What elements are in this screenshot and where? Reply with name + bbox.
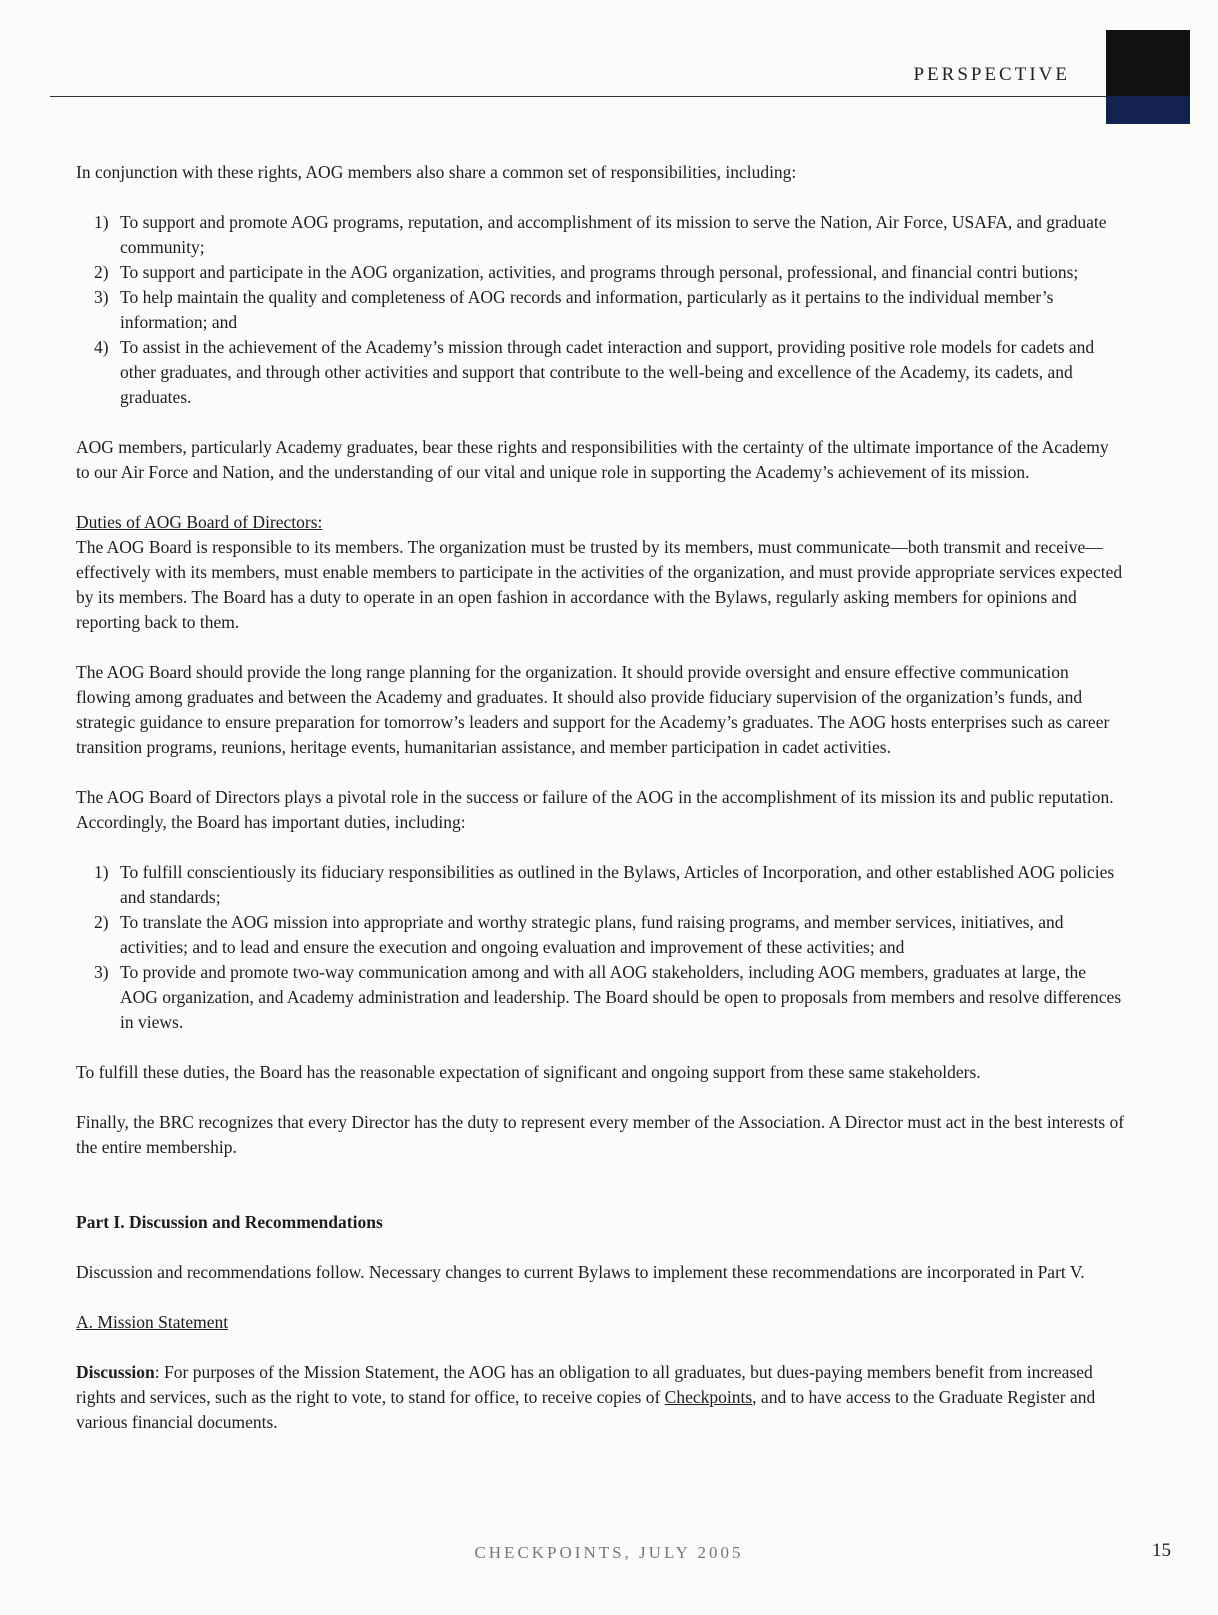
list-item-text: To support and participate in the AOG organization, activities, and programs through personal, professional, and financial contri butions; bbox=[120, 262, 1079, 282]
part-intro-paragraph: Discussion and recommendations follow. Necessary changes to current Bylaws to implement these recommendations are incorporated in Part V. bbox=[76, 1262, 1085, 1282]
discussion-paragraph bbox=[76, 1360, 1126, 1435]
list-item bbox=[76, 210, 1126, 260]
intro-paragraph: In conjunction with these rights, AOG members also share a common set of responsibilities, including: bbox=[76, 162, 797, 182]
board-duties-list bbox=[76, 860, 1126, 1035]
list-item bbox=[76, 860, 1126, 910]
list-item-text: To provide and promote two-way communication among and with all AOG stakeholders, including AOG members, graduates at large, the AOG organization, and Academy administration and leadership. The Board should be open to proposals from members and resolve differences in views. bbox=[120, 962, 1122, 1032]
list-number: 4) bbox=[94, 337, 109, 357]
list-item bbox=[76, 285, 1126, 335]
members-paragraph: AOG members, particularly Academy graduates, bear these rights and responsibilities with the certainty of the ultimate importance of the Academy to our Air Force and Nation, and the understanding of our vital and unique role in supporting the Academy’s achievement of its mission. bbox=[76, 437, 1109, 482]
list-number: 1) bbox=[94, 862, 109, 882]
section-header: PERSPECTIVE bbox=[913, 64, 1070, 85]
list-number: 3) bbox=[94, 962, 109, 982]
fulfill-paragraph: To fulfill these duties, the Board has the reasonable expectation of significant and ongoing support from these same stakeholders. bbox=[76, 1062, 981, 1082]
list-item bbox=[76, 960, 1126, 1035]
list-item-text: To translate the AOG mission into appropriate and worthy strategic plans, fund raising programs, and member services, initiatives, and activities; and to lead and ensure the execution and ongoing evaluation and improvement of these activities; and bbox=[120, 912, 1064, 957]
list-number: 1) bbox=[94, 212, 109, 232]
list-number: 2) bbox=[94, 262, 109, 282]
list-item-text: To support and promote AOG programs, reputation, and accomplishment of its mission to serve the Nation, Air Force, USAFA, and graduate community; bbox=[120, 212, 1107, 257]
list-item-text: To help maintain the quality and completeness of AOG records and information, particularly as it pertains to the individual member’s information; and bbox=[120, 287, 1054, 332]
duties-paragraph: The AOG Board is responsible to its members. The organization must be trusted by its members, must communicate—both transmit and receive—effectively with its members, must enable members to participate in the activities of the organization, and must provide appropriate services expected by its members. The Board has a duty to operate in an open fashion in accordance with the Bylaws, regularly asking members for opinions and reporting back to them. bbox=[76, 537, 1123, 632]
planning-paragraph: The AOG Board should provide the long range planning for the organization. It should provide oversight and ensure effective communication flowing among graduates and between the Academy and graduates. It should also provide fiduciary supervision of the organization’s funds, and strategic guidance to ensure preparation for tomorrow’s leaders and support for the Academy’s graduates. The AOG hosts enterprises such as career transition programs, reunions, heritage events, humanitarian assistance, and member participation in cadet activities. bbox=[76, 662, 1110, 757]
pivotal-paragraph: The AOG Board of Directors plays a pivotal role in the success or failure of the AOG in the accomplishment of its mission its and public reputation. Accordingly, the Board has important duties, including: bbox=[76, 787, 1114, 832]
list-item-text: To fulfill conscientiously its fiduciary responsibilities as outlined in the Bylaws, Articles of Incorporation, and other established AOG policies and standards; bbox=[120, 862, 1115, 907]
part-heading: Part I. Discussion and Recommendations bbox=[76, 1212, 383, 1232]
finally-paragraph: Finally, the BRC recognizes that every Director has the duty to represent every member of the Association. A Director must act in the best interests of the entire membership. bbox=[76, 1112, 1125, 1157]
duties-section bbox=[76, 510, 1126, 635]
checkpoints-reference: Checkpoints bbox=[664, 1387, 753, 1407]
header-rule bbox=[50, 96, 1106, 97]
publication-footer: CHECKPOINTS, JULY 2005 bbox=[474, 1543, 744, 1562]
discussion-text-end: , and to have access to the Graduate Register and various financial documents. bbox=[76, 1387, 1096, 1432]
page-number: 15 bbox=[1152, 1540, 1171, 1561]
header-color-block bbox=[1106, 30, 1190, 124]
list-number: 3) bbox=[94, 287, 109, 307]
list-number: 2) bbox=[94, 912, 109, 932]
list-item bbox=[76, 260, 1126, 285]
list-item bbox=[76, 910, 1126, 960]
list-item-text: To assist in the achievement of the Academy’s mission through cadet interaction and support, providing positive role models for cadets and other graduates, and through other activities and support that contribute to the well-being and excellence of the Academy, its cadets, and graduates. bbox=[120, 337, 1095, 407]
duties-heading: Duties of AOG Board of Directors: bbox=[76, 512, 323, 532]
list-item bbox=[76, 335, 1126, 410]
discussion-text: : For purposes of the Mission Statement, the AOG has an obligation to all graduates, but dues-paying members benefit from increased rights and services, such as the right to vote, to stand for office, to receive copies of bbox=[76, 1362, 1093, 1407]
responsibilities-list bbox=[76, 210, 1126, 410]
mission-heading: A. Mission Statement bbox=[76, 1312, 229, 1332]
article-body bbox=[76, 160, 1126, 1460]
discussion-label: Discussion bbox=[76, 1362, 155, 1382]
